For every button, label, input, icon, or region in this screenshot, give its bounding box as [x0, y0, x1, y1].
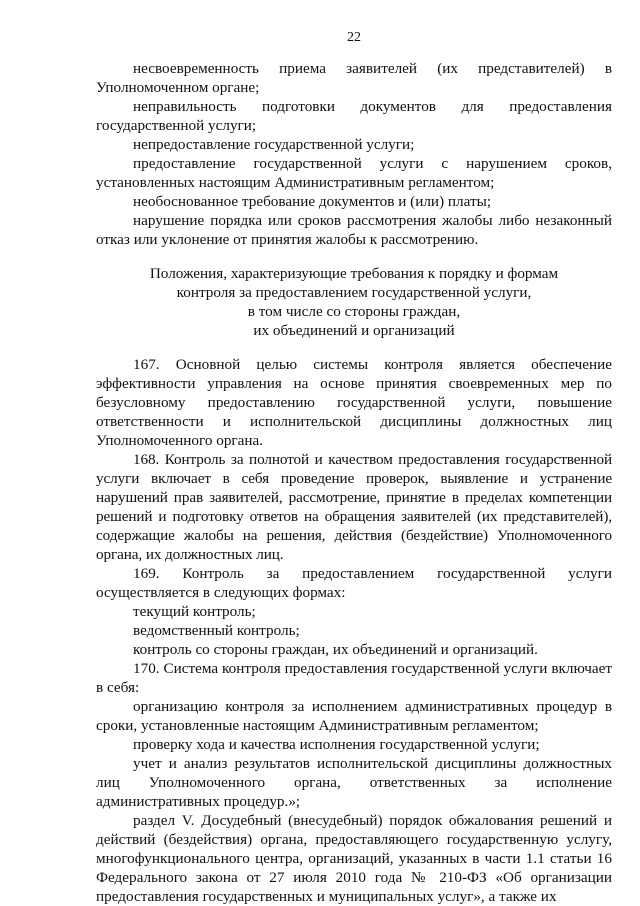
- paragraph-170: 170. Система контроля предоставления государственной услуги включает в себя:: [96, 660, 612, 696]
- paragraph-169: 169. Контроль за предоставлением государственной услуги осуществляется в следующих формах:: [96, 565, 612, 601]
- section-heading-line: в том числе со стороны граждан,: [247, 303, 461, 320]
- paragraph-167: 167. Основной целью системы контроля является обеспечение эффективности управления на основе принятия своевременных мер по безусловному предоставлению государственной услуги, повышение ответственности и исполнительской дисциплины должностных лиц Уполномоченного органа.: [96, 356, 612, 449]
- list-item-untimely-reception: несвоевременность приема заявителей (их представителей) в Уполномоченном органе;: [96, 60, 612, 96]
- section-heading-line: контроля за предоставлением государственной услуги,: [176, 284, 532, 301]
- list-item-departmental-control: ведомственный контроль;: [133, 622, 300, 639]
- section-heading-line: Положения, характеризующие требования к порядку и формам: [149, 265, 559, 282]
- list-item-deadline-violation: предоставление государственной услуги с нарушением сроков, установленных настоящим Административным регламентом;: [96, 155, 612, 191]
- list-item-incorrect-preparation: неправильность подготовки документов для предоставления государственной услуги;: [96, 98, 612, 134]
- list-item-discipline-analysis: учет и анализ результатов исполнительской дисциплины должностных лиц Уполномоченного органа, ответственных за исполнение административных процедур.»;: [96, 755, 612, 810]
- list-item-progress-check: проверку хода и качества исполнения государственной услуги;: [133, 736, 540, 753]
- paragraph-168: 168. Контроль за полнотой и качеством предоставления государственной услуги включает в себя проведение проверок, выявление и устранение нарушений прав заявителей, рассмотрение, принятие в пределах компетенции решений и подготовку ответов на обращения заявителей (их представителей), содержащие жалобы на решения, действия (бездействие) Уполномоченного органа, их должностных лиц.: [96, 451, 612, 563]
- list-item-unjustified-requirement: необоснованное требование документов и (или) платы;: [133, 193, 492, 210]
- list-item-control-organization: организацию контроля за исполнением административных процедур в сроки, установленные настоящим Административным регламентом;: [96, 698, 612, 734]
- list-item-public-control: контроль со стороны граждан, их объединений и организаций.: [133, 641, 538, 658]
- list-item-non-provision: непредоставление государственной услуги;: [133, 136, 415, 153]
- list-item-current-control: текущий контроль;: [133, 603, 256, 620]
- section-heading-line: их объединений и организаций: [253, 322, 455, 339]
- list-item-complaint-procedure-violation: нарушение порядка или сроков рассмотрения жалобы либо незаконный отказ или уклонение от принятия жалобы к рассмотрению.: [96, 212, 612, 248]
- page-number: 22: [347, 30, 361, 45]
- paragraph-section-v: раздел V. Досудебный (внесудебный) порядок обжалования решений и действий (бездействия) органа, предоставляющего государственную услугу, многофункционального центра, организаций, указанных в части 1.1 статьи 16 Федерального закона от 27 июля 2010 года № 210-ФЗ «Об организации предоставления государственных и муниципальных услуг», а также их: [96, 812, 612, 905]
- section-heading: [96, 264, 612, 340]
- document-page: [96, 30, 612, 906]
